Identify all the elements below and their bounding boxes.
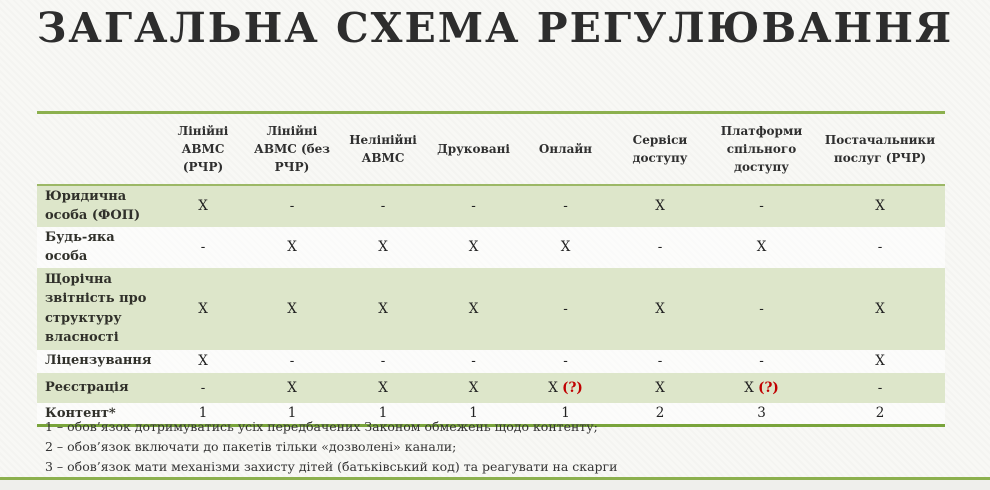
row-label: Реєстрація [37,373,160,403]
column-header: Нелінійні АВМС [349,132,417,165]
regulation-table [37,111,945,427]
table-cell: 1 [160,403,246,426]
table-cell: - [612,227,708,268]
column-header: Друковані [437,141,510,156]
table-cell: X [160,350,246,373]
row-label: Контент* [37,403,160,426]
column-header: Платформи спільного доступу [720,123,803,174]
table-cell: - [246,350,338,373]
table-cell: - [428,185,519,227]
table-cell: X (?) [708,373,815,403]
table-cell: X [160,268,246,350]
slide-title: ЗАГАЛЬНА СХЕМА РЕГУЛЮВАННЯ [36,4,954,52]
table-cell: - [708,185,815,227]
row-label: Ліцензування [37,350,160,373]
table-row [37,350,945,373]
regulation-table-wrap [37,111,945,427]
table-cell: - [708,268,815,350]
table-cell: X [338,268,428,350]
table-cell: 2 [612,403,708,426]
table-row [37,185,945,227]
table-cell: - [160,227,246,268]
table-cell: X [815,350,945,373]
table-cell: X [708,227,815,268]
table-body [37,185,945,426]
column-header: Онлайн [538,141,593,156]
table-cell: X [612,185,708,227]
table-cell: 1 [519,403,612,426]
table-cell: 1 [428,403,519,426]
column-header: Сервіси доступу [632,132,688,165]
table-cell: X [428,227,519,268]
table-cell: - [160,373,246,403]
table-cell: - [519,350,612,373]
footnote-2: 2 – обов’язок включати до пакетів тільки «дозволені» канали; [45,439,457,454]
row-label: Щорічна звітність про структуру власності [37,268,160,350]
table-cell: - [246,185,338,227]
table-row [37,373,945,403]
footnote-1: 1 – обов’язок дотримуватись усіх передбачених Законом обмежень щодо контенту; [45,419,598,434]
table-cell: X [160,185,246,227]
table-cell: - [708,350,815,373]
table-header [37,113,945,185]
table-cell: X [246,227,338,268]
table-cell: 1 [246,403,338,426]
table-cell: X [815,185,945,227]
corner-header-cell [37,113,160,185]
footnotes [45,417,617,477]
column-header: Постачальники послуг (РЧР) [824,132,936,165]
table-cell: X [428,373,519,403]
row-label: Будь-яка особа [37,227,160,268]
table-cell: X [612,373,708,403]
red-question-mark: (?) [758,379,779,396]
column-header: Лінійні АВМС (РЧР) [177,123,229,174]
table-cell: - [519,185,612,227]
table-cell: X [338,373,428,403]
table-cell: - [815,227,945,268]
table-cell: X [338,227,428,268]
table-cell: - [519,268,612,350]
table-cell: X [612,268,708,350]
table-cell: - [815,373,945,403]
column-header: Лінійні АВМС (без РЧР) [254,123,330,174]
red-question-mark: (?) [562,379,583,396]
table-cell: - [338,185,428,227]
table-cell: X [246,373,338,403]
table-cell: X [519,227,612,268]
table-cell: - [612,350,708,373]
table-row [37,268,945,350]
table-cell: X [428,268,519,350]
table-row [37,227,945,268]
row-label: Юридична особа (ФОП) [37,185,160,227]
table-cell: X [246,268,338,350]
table-cell: - [428,350,519,373]
table-cell: 3 [708,403,815,426]
table-cell: 2 [815,403,945,426]
bottom-edge-strip [0,480,990,490]
table-cell: 1 [338,403,428,426]
table-cell: X (?) [519,373,612,403]
table-cell: - [338,350,428,373]
footnote-3: 3 – обов’язок мати механізми захисту дітей (батьківський код) та реагувати на скарги [45,459,618,474]
table-cell: X [815,268,945,350]
